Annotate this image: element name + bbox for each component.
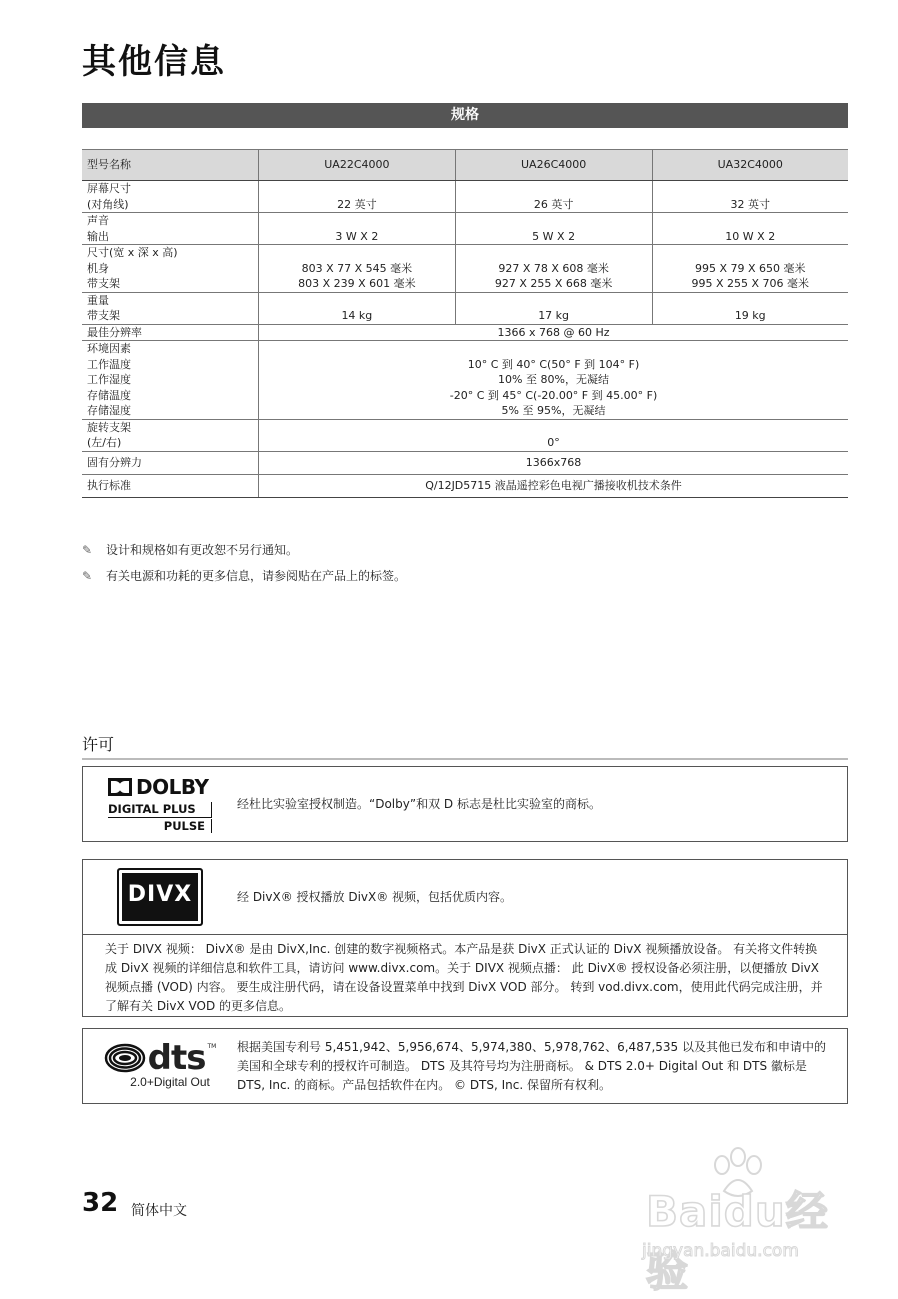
row-label: 尺寸(宽 x 深 x 高) 机身 带支架 xyxy=(82,245,259,293)
double-d-icon xyxy=(108,778,132,796)
dts-logo-sub: 2.0+Digital Out xyxy=(130,1075,210,1089)
watermark-brand: Baidu经验 xyxy=(646,1187,829,1296)
dolby-text: 经杜比实验室授权制造。“Dolby”和双 D 标志是杜比实验室的商标。 xyxy=(237,796,601,811)
cell: 5 W X 2 xyxy=(455,213,652,245)
model-ua22: UA22C4000 xyxy=(259,150,456,181)
divx-paragraph: 关于 DIVX 视频： DivX® 是由 DivX,Inc. 创建的数字视频格式。本产品是获 DivX 正式认证的 DivX 视频播放设备。 有关将文件转换成 DivX 视频的详细信息和软件工具，请访问 www.divx.com。关于 DIVX 视频点播： 此 DivX® 授权设备必须注册，以便播放 DivX 视频点播 (VOD) 内容。 要生成注册代码，请在设备设置菜单中找到 DivX VOD 部分。 转到 vod.divx.com，使用此代码完成注册，并了解有关 DivX VOD 的更多信息。 xyxy=(105,942,823,1013)
cell: 19 kg xyxy=(652,292,848,324)
dolby-logo-main: DOLBY xyxy=(136,775,209,799)
dolby-logo-line1: DIGITAL PLUS xyxy=(108,802,212,818)
spec-row-screen xyxy=(82,181,848,213)
spec-row-environment xyxy=(82,341,848,420)
divx-license-box xyxy=(82,859,848,1017)
cell: Q/12JD5715 液晶遥控彩色电视广播接收机技术条件 xyxy=(259,474,849,497)
cell: 32 英寸 xyxy=(652,181,848,213)
page-language: 简体中文 xyxy=(131,1203,187,1219)
row-label: 屏幕尺寸 (对角线) xyxy=(82,181,259,213)
spec-header-row xyxy=(82,150,848,181)
row-label: 重量 带支架 xyxy=(82,292,259,324)
spec-row-swivel xyxy=(82,419,848,451)
dolby-license-box xyxy=(82,766,848,842)
row-label: 环境因素 工作温度 工作湿度 存储温度 存储湿度 xyxy=(82,341,259,420)
dolby-logo-line2: PULSE xyxy=(108,819,212,833)
cell: 10 W X 2 xyxy=(652,213,848,245)
dts-text: 根据美国专利号 5,451,942、5,956,674、5,974,380、5,978,762、6,487,535 以及其他已发布和申请中的美国和全球专利的授权许可制造。 DTS 及其符号均为注册商标。 & DTS 2.0+ Digital Out 和 DTS 徽标是 DTS, Inc. 的商标。产品包括软件在内。 © DTS, Inc. 保留所有权利。 xyxy=(237,1039,826,1092)
watermark-url: jingyan.baidu.com xyxy=(642,1241,799,1261)
spec-row-size xyxy=(82,245,848,293)
cell: 10° C 到 40° C(50° F 到 104° F) 10% 至 80%，无凝结 -20° C 到 45° C(-20.00° F 到 45.00° F) 5% 至 95%，无凝结 xyxy=(259,341,849,420)
cell: 26 英寸 xyxy=(455,181,652,213)
baidu-watermark xyxy=(612,1145,862,1296)
row-label: 执行标准 xyxy=(82,474,259,497)
note-text: 有关电源和功耗的更多信息，请参阅贴在产品上的标签。 xyxy=(106,569,407,583)
cell: 22 英寸 xyxy=(259,181,456,213)
notes xyxy=(82,541,406,593)
divx-logo xyxy=(83,868,237,926)
pencil-icon: ✎ xyxy=(82,569,93,583)
dolby-logo xyxy=(83,775,237,833)
row-label: 声音 输出 xyxy=(82,213,259,245)
note-text: 设计和规格如有更改恕不另行通知。 xyxy=(106,543,299,557)
dts-swirl-icon xyxy=(104,1043,146,1073)
row-label: 旋转支架 (左/右) xyxy=(82,419,259,451)
divx-text: 经 DivX® 授权播放 DivX® 视频，包括优质内容。 xyxy=(237,889,513,904)
spec-section-bar: 规格 xyxy=(82,103,848,128)
model-ua32: UA32C4000 xyxy=(652,150,848,181)
dts-logo xyxy=(83,1038,237,1089)
dts-logo-tm: TM xyxy=(207,1043,217,1050)
cell: 995 X 79 X 650 毫米 995 X 255 X 706 毫米 xyxy=(652,245,848,293)
license-title: 许可 xyxy=(82,732,848,760)
spec-row-standard xyxy=(82,474,848,497)
divx-logo-text: DIVX xyxy=(127,881,193,907)
cell: 0° xyxy=(259,419,849,451)
model-name-label: 型号名称 xyxy=(82,150,259,181)
cell: 3 W X 2 xyxy=(259,213,456,245)
cell: 1366 x 768 @ 60 Hz xyxy=(259,324,849,341)
page-number: 32 xyxy=(82,1188,119,1218)
page-title: 其他信息 xyxy=(82,42,226,82)
dts-license-box xyxy=(82,1028,848,1104)
cell: 1366x768 xyxy=(259,451,849,474)
spec-row-native xyxy=(82,451,848,474)
spec-row-weight xyxy=(82,292,848,324)
cell: 17 kg xyxy=(455,292,652,324)
cell: 14 kg xyxy=(259,292,456,324)
pencil-icon: ✎ xyxy=(82,543,93,557)
spec-row-resolution xyxy=(82,324,848,341)
cell: 927 X 78 X 608 毫米 927 X 255 X 668 毫米 xyxy=(455,245,652,293)
row-label: 最佳分辨率 xyxy=(82,324,259,341)
model-ua26: UA26C4000 xyxy=(455,150,652,181)
spec-row-sound xyxy=(82,213,848,245)
note-item xyxy=(82,567,406,593)
spec-table xyxy=(82,149,848,498)
cell: 803 X 77 X 545 毫米 803 X 239 X 601 毫米 xyxy=(259,245,456,293)
note-item xyxy=(82,541,406,567)
dts-logo-text: dts xyxy=(147,1038,206,1078)
row-label: 固有分辨力 xyxy=(82,451,259,474)
